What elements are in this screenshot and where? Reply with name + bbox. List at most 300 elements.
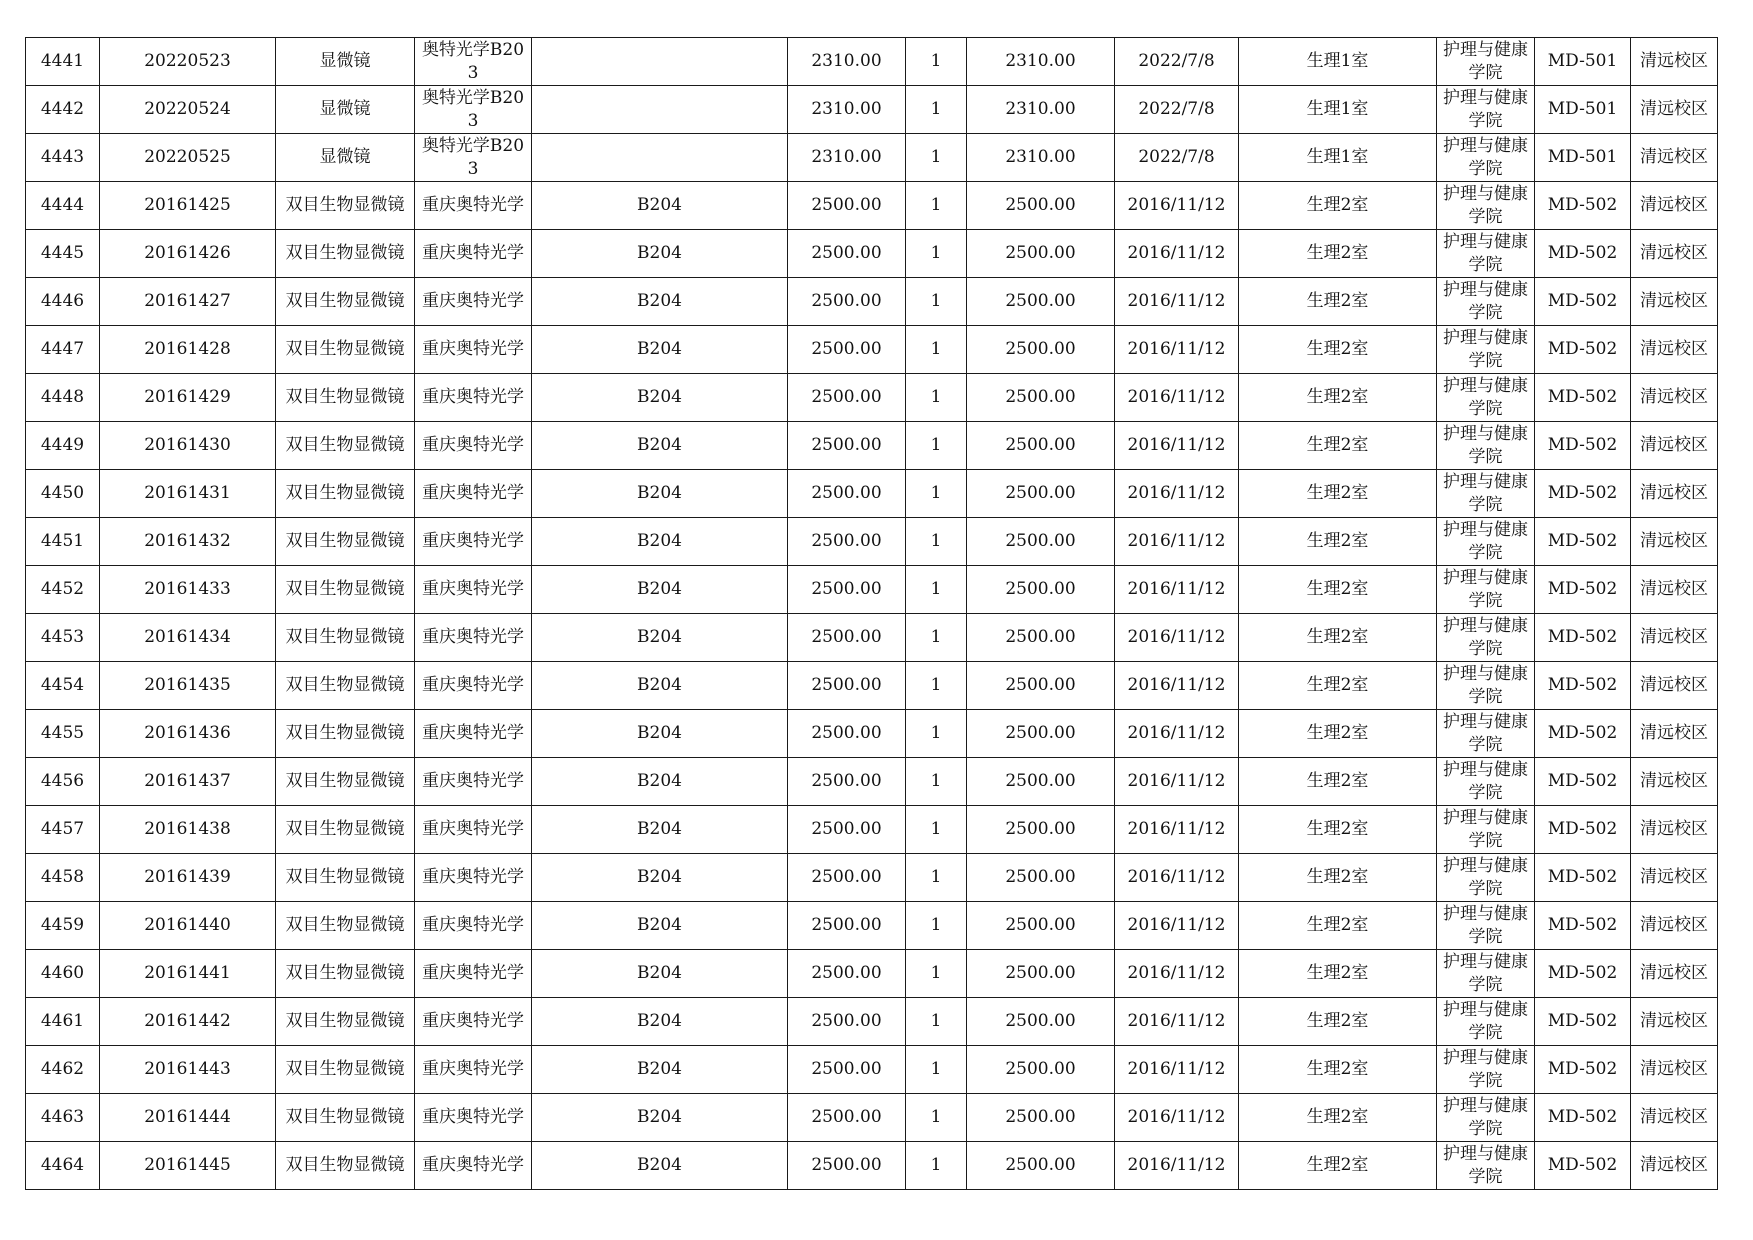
index-cell: 4445 [26,230,100,278]
table-row [26,182,1718,230]
campus-cell: 清远校区 [1631,134,1718,182]
total-amount-cell: 2500.00 [967,182,1115,230]
index-cell: 4458 [26,854,100,902]
department-cell: 护理与健康学院 [1437,38,1535,86]
purchase-date-cell: 2016/11/12 [1115,806,1239,854]
campus-cell: 清远校区 [1631,950,1718,998]
room-cell: 生理2室 [1239,950,1437,998]
quantity-cell: 1 [906,374,967,422]
room-cell: 生理2室 [1239,998,1437,1046]
purchase-date-cell: 2016/11/12 [1115,998,1239,1046]
unit-price-cell: 2500.00 [788,758,906,806]
unit-price-cell: 2500.00 [788,902,906,950]
equipment-name-cell: 双目生物显微镜 [276,758,415,806]
total-amount-cell: 2310.00 [967,134,1115,182]
location-code-cell: MD-501 [1535,86,1631,134]
room-cell: 生理2室 [1239,902,1437,950]
campus-cell: 清远校区 [1631,230,1718,278]
asset-number-cell: 20161434 [100,614,276,662]
index-cell: 4452 [26,566,100,614]
model-cell [532,38,788,86]
campus-cell: 清远校区 [1631,182,1718,230]
equipment-name-cell: 双目生物显微镜 [276,230,415,278]
model-cell: B204 [532,230,788,278]
room-cell: 生理2室 [1239,230,1437,278]
purchase-date-cell: 2016/11/12 [1115,566,1239,614]
equipment-name-cell: 双目生物显微镜 [276,710,415,758]
purchase-date-cell: 2022/7/8 [1115,38,1239,86]
index-cell: 4453 [26,614,100,662]
location-code-cell: MD-502 [1535,566,1631,614]
department-cell: 护理与健康学院 [1437,182,1535,230]
equipment-name-cell: 双目生物显微镜 [276,470,415,518]
manufacturer-cell: 重庆奥特光学 [415,230,532,278]
equipment-name-cell: 双目生物显微镜 [276,1046,415,1094]
location-code-cell: MD-502 [1535,662,1631,710]
purchase-date-cell: 2016/11/12 [1115,374,1239,422]
purchase-date-cell: 2016/11/12 [1115,182,1239,230]
purchase-date-cell: 2016/11/12 [1115,902,1239,950]
department-cell: 护理与健康学院 [1437,758,1535,806]
location-code-cell: MD-502 [1535,998,1631,1046]
department-cell: 护理与健康学院 [1437,1094,1535,1142]
table-row [26,518,1718,566]
manufacturer-cell: 重庆奥特光学 [415,518,532,566]
quantity-cell: 1 [906,806,967,854]
unit-price-cell: 2500.00 [788,230,906,278]
model-cell: B204 [532,278,788,326]
campus-cell: 清远校区 [1631,758,1718,806]
manufacturer-cell: 重庆奥特光学 [415,758,532,806]
location-code-cell: MD-502 [1535,1142,1631,1190]
location-code-cell: MD-502 [1535,1094,1631,1142]
campus-cell: 清远校区 [1631,422,1718,470]
department-cell: 护理与健康学院 [1437,902,1535,950]
department-cell: 护理与健康学院 [1437,566,1535,614]
campus-cell: 清远校区 [1631,470,1718,518]
quantity-cell: 1 [906,278,967,326]
manufacturer-cell: 重庆奥特光学 [415,662,532,710]
purchase-date-cell: 2016/11/12 [1115,422,1239,470]
purchase-date-cell: 2016/11/12 [1115,326,1239,374]
table-row [26,1046,1718,1094]
model-cell: B204 [532,374,788,422]
department-cell: 护理与健康学院 [1437,326,1535,374]
asset-number-cell: 20220523 [100,38,276,86]
equipment-name-cell: 双目生物显微镜 [276,518,415,566]
table-row [26,662,1718,710]
unit-price-cell: 2310.00 [788,86,906,134]
room-cell: 生理2室 [1239,566,1437,614]
model-cell: B204 [532,1046,788,1094]
quantity-cell: 1 [906,1046,967,1094]
model-cell: B204 [532,710,788,758]
location-code-cell: MD-502 [1535,854,1631,902]
equipment-name-cell: 双目生物显微镜 [276,1094,415,1142]
department-cell: 护理与健康学院 [1437,806,1535,854]
quantity-cell: 1 [906,758,967,806]
model-cell: B204 [532,422,788,470]
purchase-date-cell: 2016/11/12 [1115,950,1239,998]
table-row [26,806,1718,854]
total-amount-cell: 2500.00 [967,278,1115,326]
department-cell: 护理与健康学院 [1437,86,1535,134]
table-body [26,38,1718,1190]
asset-number-cell: 20161444 [100,1094,276,1142]
manufacturer-cell: 重庆奥特光学 [415,326,532,374]
asset-number-cell: 20161445 [100,1142,276,1190]
department-cell: 护理与健康学院 [1437,374,1535,422]
location-code-cell: MD-502 [1535,518,1631,566]
index-cell: 4448 [26,374,100,422]
total-amount-cell: 2500.00 [967,662,1115,710]
quantity-cell: 1 [906,902,967,950]
campus-cell: 清远校区 [1631,566,1718,614]
unit-price-cell: 2500.00 [788,1142,906,1190]
table-row [26,1142,1718,1190]
quantity-cell: 1 [906,134,967,182]
model-cell [532,86,788,134]
manufacturer-cell: 重庆奥特光学 [415,806,532,854]
manufacturer-cell: 重庆奥特光学 [415,182,532,230]
purchase-date-cell: 2016/11/12 [1115,518,1239,566]
asset-number-cell: 20161425 [100,182,276,230]
room-cell: 生理2室 [1239,278,1437,326]
campus-cell: 清远校区 [1631,662,1718,710]
manufacturer-cell: 重庆奥特光学 [415,902,532,950]
quantity-cell: 1 [906,566,967,614]
table-row [26,998,1718,1046]
asset-number-cell: 20161430 [100,422,276,470]
table-row [26,614,1718,662]
manufacturer-cell: 重庆奥特光学 [415,422,532,470]
campus-cell: 清远校区 [1631,902,1718,950]
room-cell: 生理1室 [1239,134,1437,182]
model-cell: B204 [532,662,788,710]
purchase-date-cell: 2022/7/8 [1115,134,1239,182]
total-amount-cell: 2500.00 [967,1142,1115,1190]
total-amount-cell: 2500.00 [967,422,1115,470]
total-amount-cell: 2500.00 [967,1094,1115,1142]
campus-cell: 清远校区 [1631,1046,1718,1094]
model-cell: B204 [532,758,788,806]
department-cell: 护理与健康学院 [1437,710,1535,758]
index-cell: 4460 [26,950,100,998]
unit-price-cell: 2500.00 [788,326,906,374]
asset-number-cell: 20161433 [100,566,276,614]
location-code-cell: MD-502 [1535,230,1631,278]
quantity-cell: 1 [906,518,967,566]
quantity-cell: 1 [906,614,967,662]
purchase-date-cell: 2016/11/12 [1115,662,1239,710]
total-amount-cell: 2500.00 [967,1046,1115,1094]
quantity-cell: 1 [906,950,967,998]
quantity-cell: 1 [906,1094,967,1142]
unit-price-cell: 2500.00 [788,182,906,230]
location-code-cell: MD-502 [1535,614,1631,662]
quantity-cell: 1 [906,998,967,1046]
index-cell: 4451 [26,518,100,566]
equipment-name-cell: 显微镜 [276,38,415,86]
index-cell: 4461 [26,998,100,1046]
model-cell: B204 [532,182,788,230]
campus-cell: 清远校区 [1631,998,1718,1046]
manufacturer-cell: 重庆奥特光学 [415,1142,532,1190]
unit-price-cell: 2310.00 [788,134,906,182]
purchase-date-cell: 2016/11/12 [1115,758,1239,806]
location-code-cell: MD-502 [1535,278,1631,326]
unit-price-cell: 2500.00 [788,950,906,998]
department-cell: 护理与健康学院 [1437,470,1535,518]
model-cell: B204 [532,326,788,374]
campus-cell: 清远校区 [1631,326,1718,374]
asset-number-cell: 20161435 [100,662,276,710]
manufacturer-cell: 奥特光学B203 [415,134,532,182]
table-row [26,950,1718,998]
equipment-name-cell: 双目生物显微镜 [276,998,415,1046]
quantity-cell: 1 [906,182,967,230]
campus-cell: 清远校区 [1631,710,1718,758]
department-cell: 护理与健康学院 [1437,1046,1535,1094]
model-cell: B204 [532,470,788,518]
equipment-table [25,37,1718,1190]
quantity-cell: 1 [906,86,967,134]
model-cell [532,134,788,182]
total-amount-cell: 2500.00 [967,518,1115,566]
table-row [26,1094,1718,1142]
model-cell: B204 [532,950,788,998]
department-cell: 护理与健康学院 [1437,518,1535,566]
unit-price-cell: 2500.00 [788,518,906,566]
purchase-date-cell: 2016/11/12 [1115,854,1239,902]
asset-number-cell: 20161428 [100,326,276,374]
equipment-name-cell: 双目生物显微镜 [276,182,415,230]
manufacturer-cell: 重庆奥特光学 [415,374,532,422]
campus-cell: 清远校区 [1631,518,1718,566]
room-cell: 生理2室 [1239,470,1437,518]
location-code-cell: MD-502 [1535,422,1631,470]
location-code-cell: MD-502 [1535,374,1631,422]
location-code-cell: MD-502 [1535,902,1631,950]
table-row [26,422,1718,470]
location-code-cell: MD-502 [1535,710,1631,758]
unit-price-cell: 2500.00 [788,470,906,518]
purchase-date-cell: 2016/11/12 [1115,470,1239,518]
table-row [26,710,1718,758]
asset-number-cell: 20220525 [100,134,276,182]
campus-cell: 清远校区 [1631,1142,1718,1190]
quantity-cell: 1 [906,38,967,86]
model-cell: B204 [532,1094,788,1142]
manufacturer-cell: 重庆奥特光学 [415,710,532,758]
purchase-date-cell: 2016/11/12 [1115,710,1239,758]
campus-cell: 清远校区 [1631,854,1718,902]
model-cell: B204 [532,806,788,854]
equipment-name-cell: 双目生物显微镜 [276,278,415,326]
unit-price-cell: 2500.00 [788,374,906,422]
campus-cell: 清远校区 [1631,1094,1718,1142]
location-code-cell: MD-502 [1535,182,1631,230]
campus-cell: 清远校区 [1631,374,1718,422]
total-amount-cell: 2310.00 [967,86,1115,134]
index-cell: 4463 [26,1094,100,1142]
department-cell: 护理与健康学院 [1437,614,1535,662]
location-code-cell: MD-502 [1535,950,1631,998]
purchase-date-cell: 2016/11/12 [1115,1094,1239,1142]
table-row [26,38,1718,86]
purchase-date-cell: 2022/7/8 [1115,86,1239,134]
manufacturer-cell: 重庆奥特光学 [415,1046,532,1094]
unit-price-cell: 2500.00 [788,1046,906,1094]
room-cell: 生理2室 [1239,1046,1437,1094]
campus-cell: 清远校区 [1631,278,1718,326]
index-cell: 4456 [26,758,100,806]
unit-price-cell: 2500.00 [788,566,906,614]
room-cell: 生理2室 [1239,758,1437,806]
asset-number-cell: 20161429 [100,374,276,422]
equipment-name-cell: 双目生物显微镜 [276,950,415,998]
room-cell: 生理2室 [1239,710,1437,758]
location-code-cell: MD-502 [1535,1046,1631,1094]
table-row [26,758,1718,806]
asset-number-cell: 20161437 [100,758,276,806]
department-cell: 护理与健康学院 [1437,854,1535,902]
purchase-date-cell: 2016/11/12 [1115,278,1239,326]
model-cell: B204 [532,566,788,614]
unit-price-cell: 2500.00 [788,998,906,1046]
department-cell: 护理与健康学院 [1437,1142,1535,1190]
manufacturer-cell: 奥特光学B203 [415,86,532,134]
index-cell: 4462 [26,1046,100,1094]
room-cell: 生理2室 [1239,854,1437,902]
unit-price-cell: 2500.00 [788,614,906,662]
total-amount-cell: 2500.00 [967,902,1115,950]
quantity-cell: 1 [906,422,967,470]
model-cell: B204 [532,854,788,902]
quantity-cell: 1 [906,1142,967,1190]
total-amount-cell: 2500.00 [967,710,1115,758]
index-cell: 4464 [26,1142,100,1190]
total-amount-cell: 2500.00 [967,470,1115,518]
unit-price-cell: 2500.00 [788,710,906,758]
department-cell: 护理与健康学院 [1437,998,1535,1046]
campus-cell: 清远校区 [1631,806,1718,854]
table-row [26,230,1718,278]
total-amount-cell: 2500.00 [967,566,1115,614]
location-code-cell: MD-501 [1535,134,1631,182]
index-cell: 4450 [26,470,100,518]
location-code-cell: MD-501 [1535,38,1631,86]
total-amount-cell: 2500.00 [967,758,1115,806]
manufacturer-cell: 重庆奥特光学 [415,614,532,662]
asset-number-cell: 20161427 [100,278,276,326]
manufacturer-cell: 重庆奥特光学 [415,1094,532,1142]
index-cell: 4442 [26,86,100,134]
asset-number-cell: 20161440 [100,902,276,950]
equipment-name-cell: 双目生物显微镜 [276,854,415,902]
table-row [26,134,1718,182]
index-cell: 4441 [26,38,100,86]
unit-price-cell: 2500.00 [788,662,906,710]
unit-price-cell: 2500.00 [788,422,906,470]
total-amount-cell: 2500.00 [967,950,1115,998]
asset-number-cell: 20161438 [100,806,276,854]
table-row [26,566,1718,614]
unit-price-cell: 2500.00 [788,806,906,854]
asset-number-cell: 20161432 [100,518,276,566]
equipment-name-cell: 双目生物显微镜 [276,422,415,470]
room-cell: 生理2室 [1239,518,1437,566]
table-row [26,278,1718,326]
asset-number-cell: 20161439 [100,854,276,902]
index-cell: 4447 [26,326,100,374]
equipment-name-cell: 双目生物显微镜 [276,566,415,614]
purchase-date-cell: 2016/11/12 [1115,1046,1239,1094]
asset-number-cell: 20161431 [100,470,276,518]
room-cell: 生理2室 [1239,374,1437,422]
manufacturer-cell: 重庆奥特光学 [415,854,532,902]
purchase-date-cell: 2016/11/12 [1115,614,1239,662]
asset-number-cell: 20161443 [100,1046,276,1094]
total-amount-cell: 2500.00 [967,806,1115,854]
total-amount-cell: 2500.00 [967,614,1115,662]
equipment-name-cell: 双目生物显微镜 [276,374,415,422]
location-code-cell: MD-502 [1535,758,1631,806]
table-row [26,854,1718,902]
index-cell: 4449 [26,422,100,470]
campus-cell: 清远校区 [1631,86,1718,134]
asset-number-cell: 20161426 [100,230,276,278]
manufacturer-cell: 重庆奥特光学 [415,470,532,518]
table-row [26,86,1718,134]
asset-number-cell: 20161442 [100,998,276,1046]
index-cell: 4455 [26,710,100,758]
department-cell: 护理与健康学院 [1437,134,1535,182]
model-cell: B204 [532,902,788,950]
index-cell: 4454 [26,662,100,710]
department-cell: 护理与健康学院 [1437,230,1535,278]
quantity-cell: 1 [906,230,967,278]
asset-number-cell: 20161436 [100,710,276,758]
model-cell: B204 [532,518,788,566]
table-row [26,902,1718,950]
equipment-name-cell: 显微镜 [276,86,415,134]
room-cell: 生理2室 [1239,806,1437,854]
equipment-name-cell: 双目生物显微镜 [276,662,415,710]
room-cell: 生理2室 [1239,182,1437,230]
room-cell: 生理2室 [1239,614,1437,662]
table-row [26,374,1718,422]
table-row [26,326,1718,374]
manufacturer-cell: 重庆奥特光学 [415,278,532,326]
index-cell: 4446 [26,278,100,326]
equipment-name-cell: 双目生物显微镜 [276,326,415,374]
quantity-cell: 1 [906,854,967,902]
model-cell: B204 [532,614,788,662]
index-cell: 4444 [26,182,100,230]
asset-number-cell: 20220524 [100,86,276,134]
room-cell: 生理2室 [1239,1094,1437,1142]
campus-cell: 清远校区 [1631,614,1718,662]
location-code-cell: MD-502 [1535,806,1631,854]
manufacturer-cell: 重庆奥特光学 [415,566,532,614]
room-cell: 生理1室 [1239,38,1437,86]
room-cell: 生理1室 [1239,86,1437,134]
total-amount-cell: 2500.00 [967,374,1115,422]
equipment-name-cell: 显微镜 [276,134,415,182]
campus-cell: 清远校区 [1631,38,1718,86]
equipment-name-cell: 双目生物显微镜 [276,614,415,662]
